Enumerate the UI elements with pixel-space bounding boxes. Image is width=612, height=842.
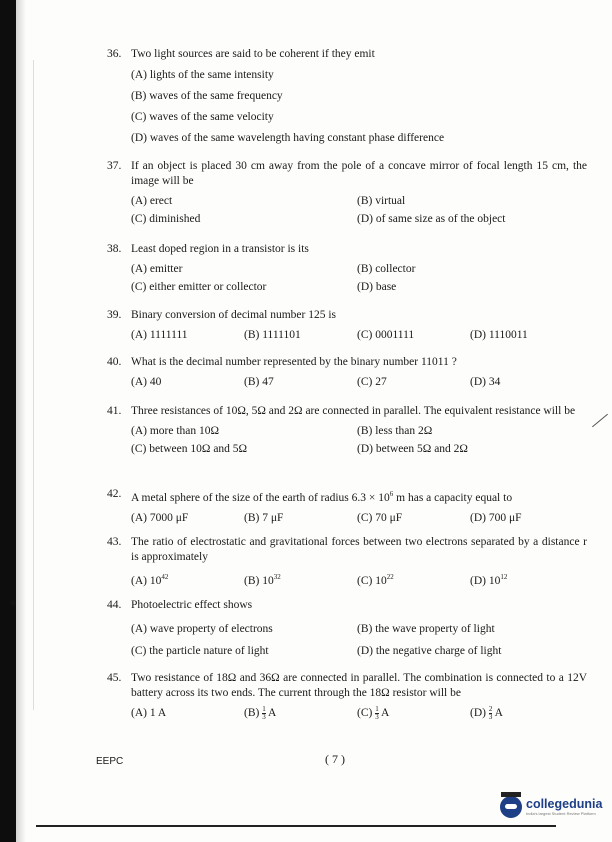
question-text: Binary conversion of decimal number 125 is [131,309,337,321]
question-38 [107,242,587,298]
option-c: (C) 70 μF [357,511,403,524]
option-c: (C) either emitter or collector [131,281,267,293]
question-40 [107,355,587,390]
option-d: (D) base [357,281,397,293]
question-text: If an object is placed 30 cm away from the pole of a concave mirror of focal length 15 cm, the image will be [131,160,587,187]
pen-mark [592,414,608,428]
page-number: ( 7 ) [325,752,345,766]
option-a: (A) 7000 μF [131,511,189,524]
option-c: (C) the particle nature of light [131,645,269,657]
scan-shadow [16,0,26,842]
option-a: (A) emitter [131,263,183,275]
option-b: (B) the wave property of light [357,623,495,635]
option-c: (C) $\frac{1}{3}$ A [357,705,390,721]
option-b: (B) $10^{32}$ [244,573,281,587]
question-number: 44. [107,599,122,611]
question-number: 41. [107,405,122,417]
option-c: (C) $10^{22}$ [357,573,394,587]
option-d: (D) of same size as of the object [357,213,506,225]
question-number: 38. [107,243,122,255]
question-text: A metal sphere of the size of the earth of radius $6.3 \times 10^6$ m has a capacity equal to [131,490,513,504]
option-b: (B) 1111101 [244,329,301,341]
option-d: (D) 700 μF [470,511,522,524]
brand-logo-icon [500,796,522,818]
option-b: (B) less than 2Ω [357,425,433,437]
question-41 [107,404,587,460]
question-number: 39. [107,309,122,321]
question-text: The ratio of electrostatic and gravitational forces between two electrons separated by a distance r is approximately [131,536,587,563]
option-a: (A) wave property of electrons [131,623,273,635]
footer-code: EEPC [96,756,124,767]
option-b: (B) collector [357,263,416,275]
option-b: (B) 7 μF [244,511,284,524]
question-text: Two light sources are said to be coherent if they emit [131,48,375,60]
question-text: What is the decimal number represented by the binary number 11011 ? [131,356,457,368]
option-b: (B) $\frac{1}{3}$ A [244,705,277,721]
brand-name: collegedunia [526,797,603,811]
option-d: (D) waves of the same wavelength having constant phase difference [131,132,445,144]
question-text: Two resistance of 18Ω and 36Ω are connected in parallel. The combination is connected to a 12V battery across its two ends. The current through the 18Ω resistor will be [131,672,587,699]
margin-line [33,60,34,710]
option-a: (A) lights of the same intensity [131,69,274,81]
option-d: (D) $10^{12}$ [470,573,508,587]
question-number: 42. [107,488,122,500]
brand-tagline: India's largest Student Review Platform [526,811,596,816]
option-a: (A) $10^{42}$ [131,573,169,587]
option-d: (D) 34 [470,376,501,388]
question-36 [107,47,587,152]
question-text: Least doped region in a transistor is its [131,243,309,255]
question-text: Three resistances of 10Ω, 5Ω and 2Ω are connected in parallel. The equivalent resistance will be [131,405,576,417]
option-b: (B) waves of the same frequency [131,90,283,102]
option-a: (A) 1111111 [131,329,188,341]
question-39 [107,308,587,343]
option-c: (C) diminished [131,213,201,225]
option-a: (A) 1 A [131,707,167,719]
option-a: (A) erect [131,195,173,207]
option-c: (C) between 10Ω and 5Ω [131,443,248,455]
question-37 [107,159,587,230]
option-d: (D) 1110011 [470,329,528,341]
question-number: 43. [107,536,122,548]
option-d: (D) between 5Ω and 2Ω [357,443,468,455]
option-c: (C) 27 [357,376,387,388]
option-b: (B) 47 [244,376,274,388]
bottom-rule [36,825,556,827]
option-d: (D) $\frac{2}{3}$ A [470,705,503,721]
question-text: Photoelectric effect shows [131,599,253,611]
question-number: 45. [107,672,122,684]
question-45 [107,671,587,721]
question-number: 37. [107,160,122,172]
option-b: (B) virtual [357,195,406,207]
question-number: 40. [107,356,122,368]
punch-hole [10,600,16,606]
scan-edge-bar [0,0,16,842]
option-d: (D) the negative charge of light [357,645,502,657]
option-c: (C) waves of the same velocity [131,111,274,123]
question-43 [107,535,587,589]
option-c: (C) 0001111 [357,329,415,341]
option-a: (A) more than 10Ω [131,425,220,437]
option-a: (A) 40 [131,376,162,388]
brand-watermark [500,796,602,818]
question-number: 36. [107,48,122,60]
question-44 [107,598,587,662]
question-42 [107,487,587,526]
